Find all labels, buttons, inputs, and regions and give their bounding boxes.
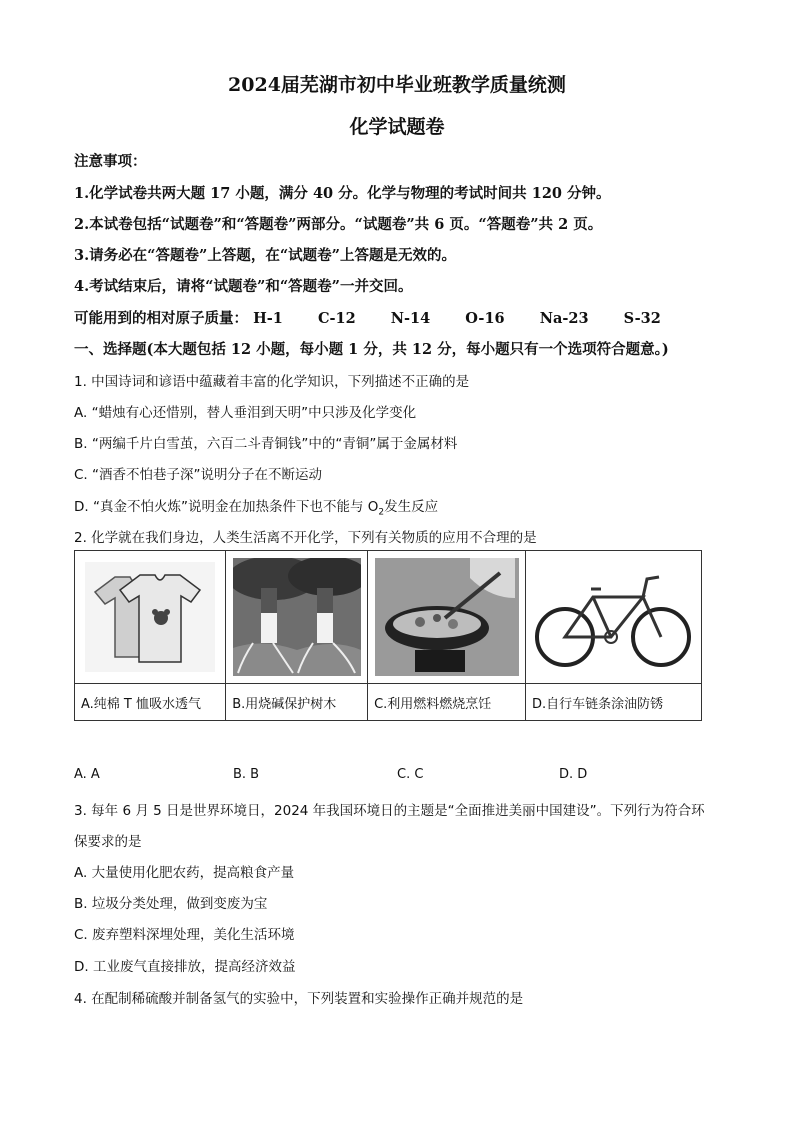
tshirt-icon	[85, 562, 215, 672]
atomic-mass-value: N-14	[390, 310, 431, 327]
notice-item: 1.化学试卷共两大题 17 小题，满分 40 分。化学与物理的考试时间共 120 分钟。	[74, 185, 611, 202]
trees-image	[226, 551, 368, 684]
atomic-mass-label: 可能用到的相对原子质量：	[74, 310, 248, 327]
atomic-mass-line	[74, 307, 661, 328]
atomic-mass-value: S-32	[623, 310, 661, 327]
bicycle-image	[525, 551, 701, 684]
q2-option-c: C. C	[397, 767, 424, 782]
q3-option-a: A. 大量使用化肥农药，提高粮食产量	[74, 865, 295, 881]
q1-option-d: D. “真金不怕火炼”说明金在加热条件下也不能与 $O_2$发生反应	[74, 499, 439, 518]
atomic-mass-value: C-12	[317, 310, 356, 327]
atomic-mass-value: Na-23	[539, 310, 589, 327]
q2-option-a: A. A	[74, 767, 100, 782]
q1-option-c: C. “酒香不怕巷子深”说明分子在不断运动	[74, 467, 322, 483]
trees-icon	[233, 558, 361, 676]
q3-option-c: C. 废弃塑料深埋处理，美化生活环境	[74, 927, 295, 943]
caption-c: C.利用燃料燃烧烹饪	[368, 684, 526, 721]
q2-option-b: B. B	[233, 767, 260, 782]
q3-stem-line2: 保要求的是	[74, 834, 142, 850]
page-subtitle: 化学试题卷	[349, 116, 445, 138]
cooking-image	[368, 551, 526, 684]
caption-b: B.用烧碱保护树木	[226, 684, 368, 721]
q2-stem: 2. 化学就在我们身边，人类生活离不开化学，下列有关物质的应用不合理的是	[74, 530, 537, 546]
notice-item: 4.考试结束后，请将“试题卷”和“答题卷”一并交回。	[74, 278, 413, 295]
q2-image-table	[74, 550, 702, 721]
page-title: 2024届芜湖市初中毕业班教学质量统测	[228, 74, 566, 96]
caption-a: A.纯棉 T 恤吸水透气	[75, 684, 226, 721]
q3-option-b: B. 垃圾分类处理，做到变废为宝	[74, 896, 268, 912]
q2-option-d: D. D	[559, 767, 588, 782]
atomic-mass-value: O-16	[465, 310, 505, 327]
q1-option-b: B. “两编千片白雪茧，六百二斗青铜钱”中的“青铜”属于金属材料	[74, 436, 458, 452]
caption-d: D.自行车链条涂油防锈	[525, 684, 701, 721]
notice-item: 2.本试卷包括“试题卷”和“答题卷”两部分。“试题卷”共 6 页。“答题卷”共 2 页。	[74, 216, 603, 233]
atomic-mass-value: H-1	[253, 310, 283, 327]
q4-stem: 4. 在配制稀硫酸并制备氢气的实验中，下列装置和实验操作正确并规范的是	[74, 991, 524, 1007]
bicycle-icon	[531, 557, 695, 677]
tshirt-image	[75, 551, 226, 684]
q1-stem: 1. 中国诗词和谚语中蕴藏着丰富的化学知识，下列描述不正确的是	[74, 374, 470, 390]
q3-stem-line1: 3. 每年 6 月 5 日是世界环境日，2024 年我国环境日的主题是“全面推进美丽中国建设”。下列行为符合环	[74, 803, 705, 819]
wok-icon	[375, 558, 519, 676]
section-heading: 一、选择题(本大题包括 12 小题，每小题 1 分，共 12 分，每小题只有一个选项符合题意。)	[74, 341, 669, 358]
notice-item: 3.请务必在“答题卷”上答题，在“试题卷”上答题是无效的。	[74, 247, 456, 264]
notice-heading: 注意事项：	[74, 153, 147, 170]
q1-option-a: A. “蜡烛有心还惜别，替人垂泪到天明”中只涉及化学变化	[74, 405, 417, 421]
q3-option-d: D. 工业废气直接排放，提高经济效益	[74, 959, 296, 975]
